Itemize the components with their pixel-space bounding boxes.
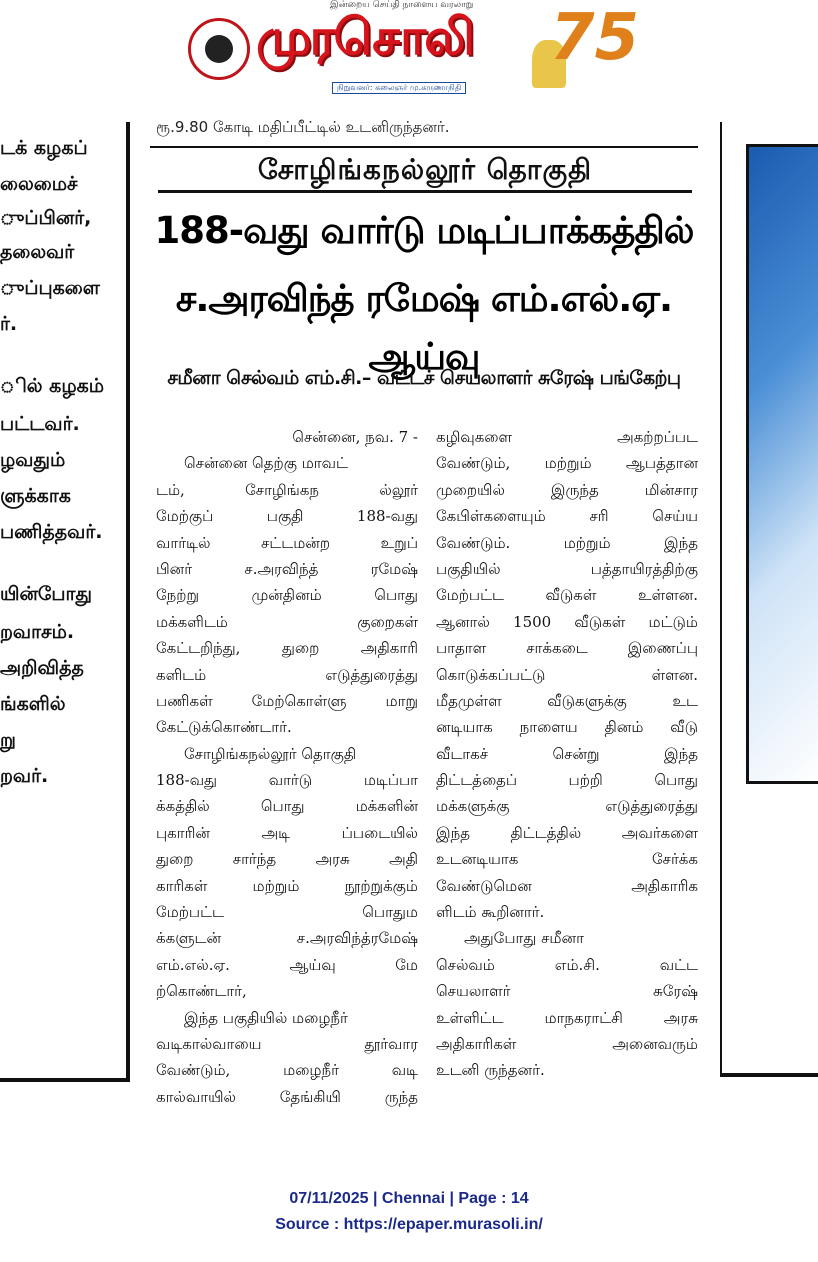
left-column-line: அறிவித்த xyxy=(0,657,84,679)
newspaper-logo: முரசொலி xyxy=(256,8,473,66)
article-text-line: கழிவுகளை அகற்றப்பட xyxy=(436,428,698,446)
article-text-line: வடிகால்வாயை தூர்வார xyxy=(156,1034,418,1053)
article-text-line: பகுதியில் பத்தாயிரத்திற்கு xyxy=(436,559,698,578)
article-text-line: வேண்டுமென அதிகாரிக xyxy=(436,876,698,895)
article-text-line: ளிடம் கூறினார். xyxy=(436,903,545,922)
article-text-line: உடனடியாக சேர்க்க xyxy=(436,850,698,869)
article-text-line: னடியாக நாளைய தினம் வீடு xyxy=(436,718,698,737)
article-text-line: மக்களுக்கு எடுத்துரைத்து xyxy=(436,797,698,816)
article-text-line: டம், சோழிங்கந ல்லூர் xyxy=(156,480,418,499)
headline-line-1: 188-வது வார்டு மடிப்பாக்கத்தில் xyxy=(154,209,694,252)
article-text-line: அதுபோது சமீனா xyxy=(464,929,584,948)
article-text-line: வார்டில் சட்டமன்ற உறுப் xyxy=(156,533,418,552)
article-text-line: மேற்குப் பகுதி 188-வது xyxy=(156,507,418,526)
masthead xyxy=(180,0,640,104)
article-text-line: கேட்டறிந்து, துறை அதிகாரி xyxy=(156,639,418,658)
article-text-line: வேண்டும். மற்றும் இந்த xyxy=(436,533,698,552)
left-column-line: பட்டவர். xyxy=(0,413,80,435)
article-text-line: 188-வது வார்டு மடிப்பா xyxy=(156,771,418,790)
left-column-line: பணித்தவர். xyxy=(0,521,103,543)
article-text-line: பணிகள் மேற்கொள்ளு மாறு xyxy=(156,691,418,710)
masthead-tagline: இன்றைய செய்தி நாளைய வரலாறு xyxy=(330,0,474,10)
left-column-line: ங்களில் xyxy=(0,693,66,715)
left-column-line: ளுக்காக xyxy=(0,485,71,507)
article-text-line: இந்த பகுதியில் மழைநீர் xyxy=(184,1008,348,1027)
left-column-line: று xyxy=(0,729,16,751)
article-text-line: அதிகாரிகள் அனைவரும் xyxy=(436,1034,698,1053)
article-subhead: சமீனா செல்வம் எம்.சி.– வட்டச் செயலாளர் சுரேஷ் பங்கேற்பு xyxy=(167,367,681,389)
top-rule xyxy=(150,146,698,148)
article-text-line: முறையில் இருந்த மின்சார xyxy=(436,480,698,499)
left-column-line: றவர். xyxy=(0,765,49,787)
article-text-line: திட்டத்தைப் பற்றி பொது xyxy=(436,771,698,790)
left-column-line: ர். xyxy=(0,313,18,335)
article-text-line: ற்கொண்டார், xyxy=(156,982,247,1001)
article-text-line: சென்னை, நவ. 7 - xyxy=(292,428,418,446)
masthead-founder-line: நிறுவனர்: கலைஞர் மு.கருணாநிதி xyxy=(332,82,466,94)
page-footer xyxy=(0,1186,818,1238)
article-text-line: சோழிங்கநல்லூர் தொகுதி xyxy=(184,744,357,763)
article-text-line: பினர் ச.அரவிந்த் ரமேஷ் xyxy=(156,559,418,578)
article-text-line: செயலாளர் சுரேஷ் xyxy=(436,982,698,1001)
news-article xyxy=(150,118,700,1106)
footer-source-line: Source : https://epaper.murasoli.in/ xyxy=(275,1216,543,1233)
article-text-line: கொடுக்கப்பட்டு ள்ளன. xyxy=(436,665,698,684)
article-text-line: வீடாகச் சென்று இந்த xyxy=(436,744,698,763)
article-text-line: துறை சார்ந்த அரசு அதி xyxy=(156,850,418,869)
party-seal-logo xyxy=(188,18,250,80)
article-text-line: ஆனால் 1500 வீடுகள் மட்டும் xyxy=(436,612,698,631)
left-column-line: தலைவர் xyxy=(0,241,75,263)
article-text-line: எம்.எல்.ஏ. ஆய்வு மே xyxy=(156,955,418,974)
article-text-line: மீதமுள்ள வீடுகளுக்கு உட xyxy=(436,691,698,710)
article-text-line: கேபிள்களையும் சரி செய்ய xyxy=(436,507,698,526)
article-text-line: மக்களிடம் குறைகள் xyxy=(156,612,418,631)
left-neighbour-column xyxy=(0,122,130,1082)
article-text-line: உள்ளிட்ட மாநகராட்சி அரசு xyxy=(436,1008,698,1027)
left-column-line: ுப்பினர், xyxy=(0,207,92,229)
right-neighbour-photo xyxy=(746,144,818,784)
left-column-line: ழவதும் xyxy=(0,449,66,471)
headline-line-2: ச.அரவிந்த் ரமேஷ் எம்.எல்.ஏ. ஆய்வு xyxy=(175,277,673,378)
article-text-line: காரிகள் மற்றும் நூற்றுக்கும் xyxy=(156,876,418,895)
previous-article-tail: ரூ.9.80 கோடி மதிப்பீட்டில் உடனிருந்தனர். xyxy=(156,118,450,136)
left-column-line: லைமைச் xyxy=(0,173,78,195)
article-text-line: கால்வாயில் தேங்கியி ருந்த xyxy=(156,1087,418,1106)
article-text-line: வேண்டும், மற்றும் ஆபத்தான xyxy=(436,454,698,473)
article-text-line: சென்னை தெற்கு மாவட் xyxy=(184,454,348,473)
article-text-line: புகாரின் அடி ப்படையில் xyxy=(156,823,418,842)
article-text-line: செல்வம் எம்.சி. வட்ட xyxy=(436,955,698,974)
article-column-2 xyxy=(436,424,698,1084)
article-text-line: மேற்பட்ட பொதும xyxy=(156,903,418,922)
article-text-line: இந்த திட்டத்தில் அவர்களை xyxy=(436,823,698,842)
anniversary-badge: 75 xyxy=(550,1,640,75)
article-text-line: க்கத்தில் பொது மக்களின் xyxy=(156,797,418,816)
left-column-line: றவாசம். xyxy=(0,621,75,643)
article-text-line: கேட்டுக்கொண்டார். xyxy=(156,718,292,737)
article-kicker: சோழிங்கநல்லூர் தொகுதி xyxy=(158,150,692,193)
article-column-1 xyxy=(156,424,418,1110)
left-column-line: யின்போது xyxy=(0,583,92,605)
right-neighbour-article xyxy=(720,122,818,1077)
article-text-line: க்களுடன் ச.அரவிந்த்ரமேஷ் xyxy=(156,929,418,948)
article-text-line: களிடம் எடுத்துரைத்து xyxy=(156,665,418,684)
article-text-line: பாதாள சாக்கடை இணைப்பு xyxy=(436,639,698,658)
footer-date-line: 07/11/2025 | Chennai | Page : 14 xyxy=(289,1190,529,1207)
article-text-line: மேற்பட்ட வீடுகள் உள்ளன. xyxy=(436,586,698,605)
left-column-line: ில் கழகம் xyxy=(0,375,105,397)
left-column-line: ுப்புகளை xyxy=(0,277,100,299)
article-text-line: வேண்டும், மழைநீர் வடி xyxy=(156,1061,418,1080)
article-text-line: உடனி ருந்தனர். xyxy=(436,1061,545,1080)
article-text-line: நேற்று முன்தினம் பொது xyxy=(156,586,418,605)
left-column-line: டக் கழகப் xyxy=(0,137,88,159)
